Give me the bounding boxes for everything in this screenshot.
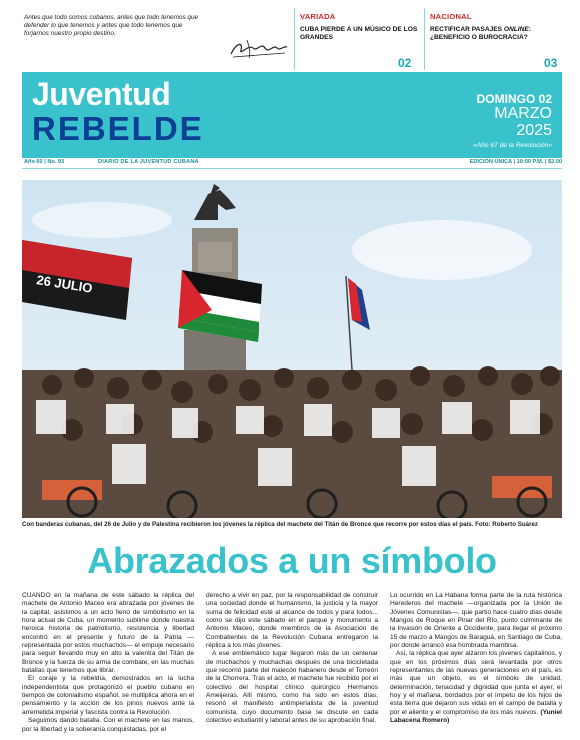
paragraph: derecho a vivir en paz, por la responsabilidad de construir una sociedad donde el humanismo, la justicia y la mayor suma de felicidad esté al alcance de todos y para todos... como se dijo este sábado en el parque y monumento a Antonio Maceo, donde miembros de la Asociación de Combatientes de la Revolución Cubana entregaron la réplica a los más jóvenes. (206, 592, 378, 650)
section-label-variada[interactable]: VARIADA (300, 12, 336, 21)
teaser-nacional-part1: RECTIFICAR PASAJES (430, 26, 504, 33)
signature-image (227, 36, 291, 62)
teaser-nacional-part2: : ¿BENEFICIO O BUROCRACIA? (430, 26, 532, 42)
paragraph: El coraje y la rebeldía, demostrados en la lucha independentista que protagonizó el pueblo cubano en tiempos de colonialismo español, se multiplica ahora en el pensamiento y la acción de los pinos nuevos ante la arremetida imperial y fascista contra la Revolución. (22, 675, 194, 716)
cloud (352, 220, 532, 280)
article-column-1 (22, 592, 194, 738)
teaser-nacional[interactable] (430, 26, 560, 43)
paragraph: Seguimos dando batalla. Con el machete en las manos, por la libertad y la soberanía conquistadas, por el (22, 717, 194, 733)
masthead-info-bar (22, 158, 562, 167)
article-column-3 (390, 592, 562, 738)
masthead-quote: Antes que todo somos cubanos, antes que todo tenemos que defender lo que tenemos y antes que todo tenemos que forjarnos nuestro propio destino. (24, 14, 199, 38)
paragraph (390, 650, 562, 725)
paragraph: Lo ocurrido en La Habana forma parte de la ruta histórica Herederos del machete —organizada por la Unión de Jóvenes Comunistas—, que partió hace cuatro días desde Mangos de Roque en Pinar del Río, punto culminante de la Invasión de Oriente a Occidente, para llegar el próximo 15 de marzo a Mangos de Baraguá, en Santiago de Cuba, por donde arrancó esa hombrada mambisa. (390, 592, 562, 650)
edition-info: EDICIÓN ÚNICA | 10:00 P.M. | $2.00 (469, 159, 562, 165)
section-label-nacional[interactable]: NACIONAL (430, 12, 472, 21)
cloud (32, 202, 172, 238)
article-body (22, 592, 562, 738)
logo-rebelde: REBELDE (32, 110, 204, 147)
top-strip (22, 8, 562, 70)
paragraph: A ese emblemático lugar llegaron más de un centenar de muchachos y muchachas después de una bicicletada que recorrió parte del malecón habanero desde el Torreón de la Chorrera. Tras el acto, el machete fue recibido por el colectivo del hospital clínico quirúrgico Hermanos Ameijeiras. Allí mismo, como ha sido en estos días, resonó el manifiesto antimperialista de la juventud comunista, cuyo documento base se discute en cada colectivo estudiantil y laboral antes de su aprobación final. (206, 650, 378, 725)
logo-juventud: Juventud (32, 76, 171, 112)
divider (294, 8, 295, 70)
crowd (22, 366, 562, 518)
article-column-2 (206, 592, 378, 738)
byline: (Yuniel Labacena Romero) (390, 708, 562, 725)
issue-number: Año 60 | No. 93 (24, 159, 65, 165)
lead-photo[interactable] (22, 180, 562, 518)
divider (424, 8, 425, 70)
revolution-year: «Año 67 de la Revolución» (473, 142, 552, 149)
photo-caption: Con banderas cubanas, del 26 de Julio y de Palestina recibieron los jóvenes la réplica del machete del Titán de Bronce que recorre por estos días el país. Foto: Roberto Suárez (22, 521, 539, 528)
divider (22, 168, 562, 169)
issue-year: 2025 (516, 122, 552, 139)
page-number-variada: 02 (398, 56, 412, 70)
page-number-nacional: 03 (544, 56, 558, 70)
issue-month: MARZO (494, 105, 552, 122)
flag-text: 26 JULIO (35, 272, 94, 296)
teaser-variada[interactable]: CUBA PIERDE A UN MÚSICO DE LOS GRANDES (300, 26, 418, 42)
paragraph: CUANDO en la mañana de este sábado la réplica del machete de Antonio Maceo era abrazada por jóvenes de la capital, asistimos a un acto lleno de simbolismo en la hora actual de Cuba, un momento sublime donde nuestra heroica historia de patriotismo, resistencia y libertad encontró en el presente y futuro de la Patria —representada por estos muchachos— el empuje necesario para seguir llevando muy en alto la valentía del Titán de Bronce y la fuerza de su arma de combate, en las muchas batallas que tenemos que librar. (22, 592, 194, 675)
tagline: DIARIO DE LA JUVENTUD CUBANA (98, 159, 199, 165)
issue-day: DOMINGO 02 (476, 92, 552, 106)
masthead (22, 72, 562, 158)
paragraph-text: Así, la réplica que ayer alzaron los jóvenes capitalinos, y que en los próximos días será levantada por otros representantes de las nuevas generaciones en el país, es más que un objeto, es el símbolo de unidad, determinación, tenacidad y dignidad que junta el ayer, el hoy y el mañana, bordados por el ímpetu de los hijos de esta tierra que dejaron sus vidas en el campo de batalla y por el aliento y el compromiso de los más nuevos. (390, 650, 562, 716)
article-headline[interactable]: Abrazados a un símbolo (87, 540, 497, 581)
teaser-nacional-emphasis: ONLINE (503, 26, 529, 33)
